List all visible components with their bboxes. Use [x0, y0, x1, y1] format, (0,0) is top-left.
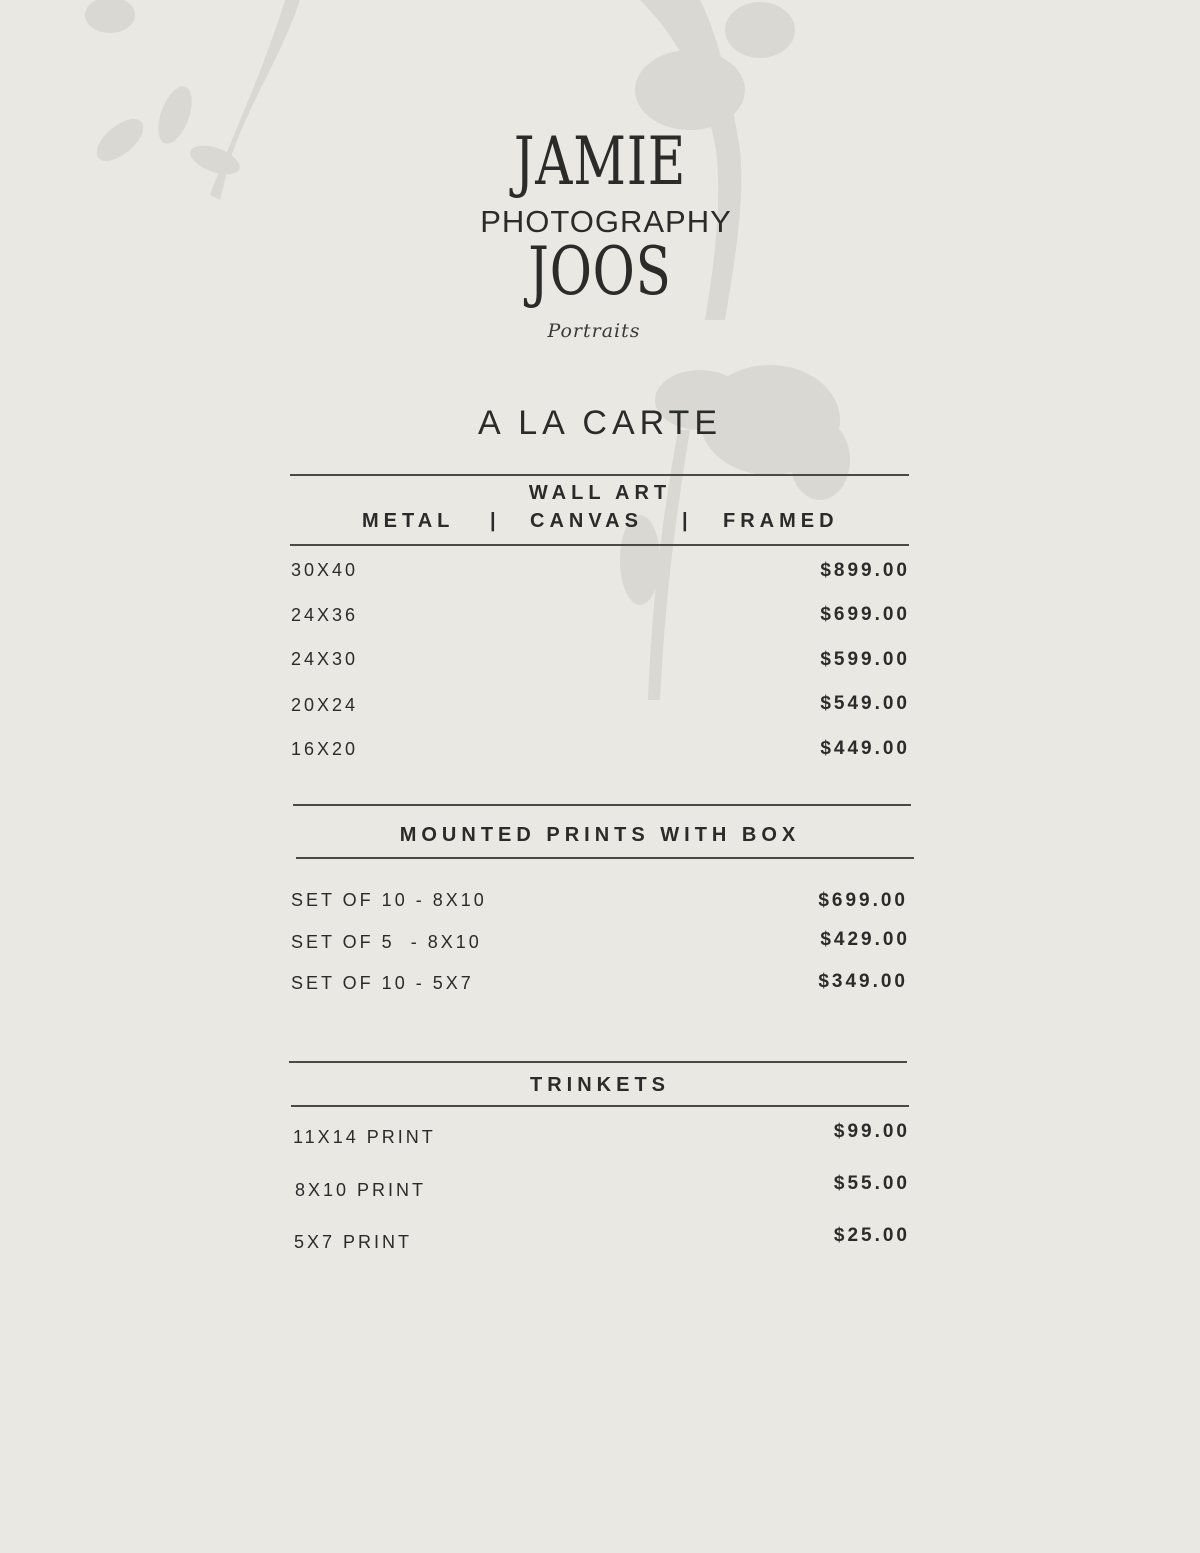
- item-price: $99.00: [833, 1121, 910, 1142]
- option-separator: |: [682, 510, 693, 532]
- item-price: $899.00: [820, 560, 910, 581]
- item-price: $349.00: [818, 971, 908, 992]
- option-framed: FRAMED: [723, 510, 839, 532]
- item-label: SET OF 5 - 8X10: [291, 932, 482, 952]
- section-divider: [293, 804, 911, 806]
- trinkets-heading: TRINKETS: [530, 1074, 670, 1096]
- item-price: $429.00: [820, 929, 910, 950]
- option-canvas: CANVAS: [530, 510, 643, 532]
- item-label: 20X24: [291, 695, 359, 715]
- item-price: $549.00: [820, 693, 910, 714]
- logo-jamie: JAMIE: [513, 123, 687, 200]
- wall-art-options: [290, 510, 910, 538]
- logo-joos: JOOS: [528, 233, 672, 310]
- section-divider: [296, 857, 914, 859]
- option-metal: METAL: [362, 510, 455, 532]
- page-title: A LA CARTE: [477, 404, 723, 442]
- section-divider: [289, 1061, 907, 1063]
- item-price: $55.00: [833, 1173, 910, 1194]
- item-label: 30X40: [291, 560, 359, 580]
- item-label: 5X7 PRINT: [294, 1232, 413, 1252]
- option-separator: |: [490, 510, 501, 532]
- section-divider: [291, 1105, 909, 1107]
- item-label: 24X36: [291, 605, 359, 625]
- item-price: $599.00: [820, 649, 910, 670]
- item-price: $699.00: [818, 890, 908, 911]
- logo-photography: PHOTOGRAPHY: [480, 204, 732, 239]
- item-label: SET OF 10 - 5X7: [291, 973, 474, 993]
- item-label: 11X14 PRINT: [293, 1127, 436, 1147]
- item-label: 8X10 PRINT: [295, 1180, 427, 1200]
- logo-tagline: Portraits: [547, 320, 641, 342]
- item-label: 24X30: [291, 649, 359, 669]
- item-price: $699.00: [820, 604, 910, 625]
- item-price: $449.00: [820, 738, 910, 759]
- mounted-prints-heading: MOUNTED PRINTS WITH BOX: [399, 824, 801, 846]
- item-price: $25.00: [833, 1225, 910, 1246]
- botanical-shadow-decoration: [0, 0, 1200, 760]
- item-label: 16X20: [291, 739, 359, 759]
- item-label: SET OF 10 - 8X10: [291, 890, 487, 910]
- wall-art-heading: WALL ART: [528, 482, 672, 504]
- section-divider: [290, 474, 909, 476]
- section-divider: [290, 544, 909, 546]
